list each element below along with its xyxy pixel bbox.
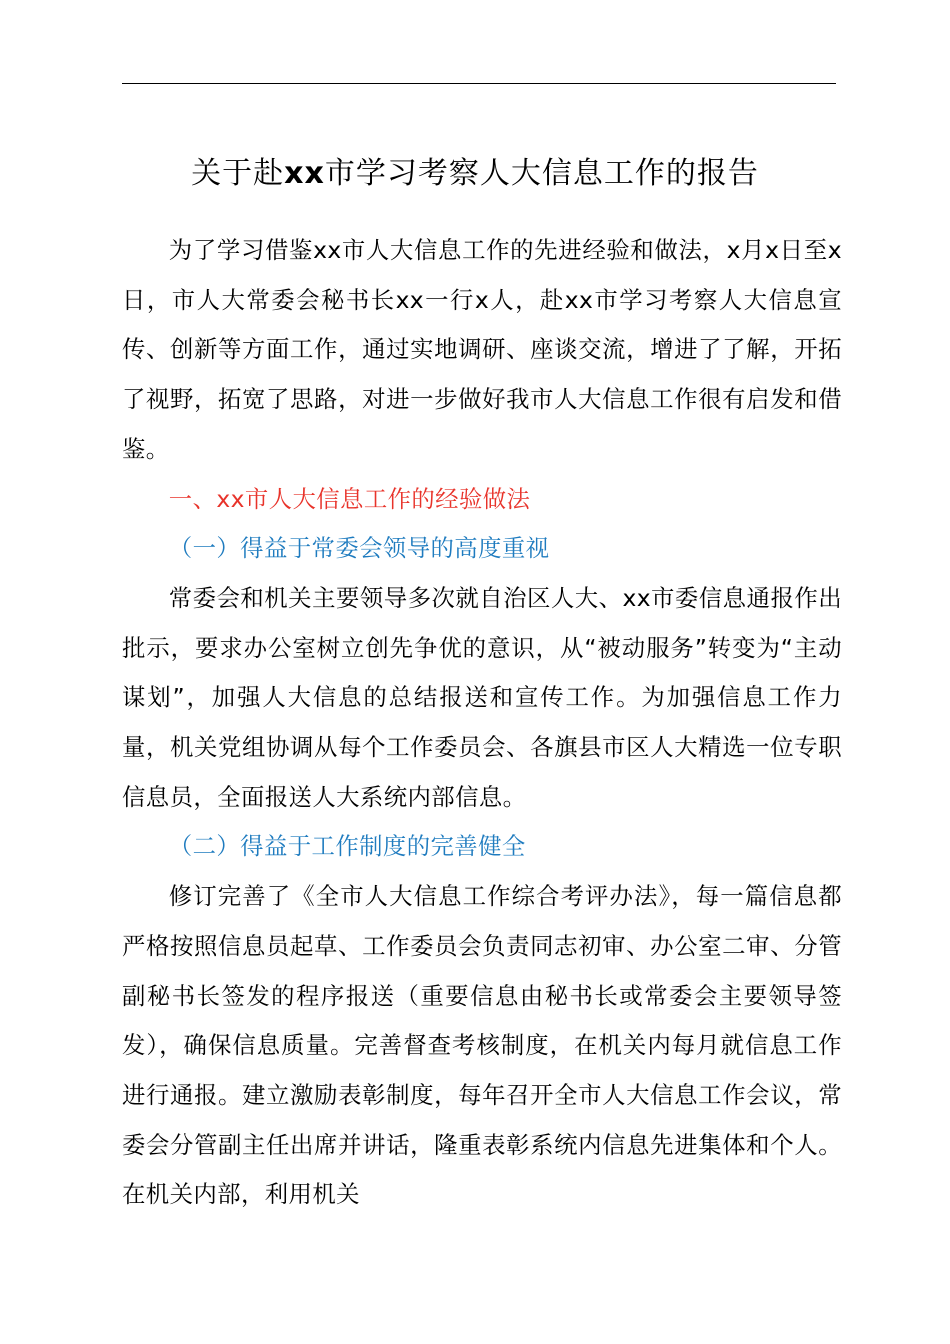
subsection-body-1: 常委会和机关主要领导多次就自治区人大、xx市委信息通报作出批示，要求办公室树立创先争优的意识，从“被动服务”转变为“主动谋划”，加强人大信息的总结报送和宣传工作。为加强信息工作力量，机关党组协调从每个工作委员会、各旗县市区人大精选一位专职信息员，全面报送人大系统内部信息。 (122, 583, 842, 811)
header-rule (122, 83, 836, 84)
document-title (0, 148, 950, 200)
title-prefix: 关于赴 (191, 156, 285, 191)
subsection-heading-2: （二）得益于工作制度的完善健全 (168, 832, 526, 861)
subsection-heading-1: （一）得益于常委会领导的高度重视 (168, 534, 550, 563)
document-body (122, 226, 842, 1220)
title-suffix: 市学习考察人大信息工作的报告 (324, 156, 759, 191)
subsection-body-2: 修订完善了《全市人大信息工作综合考评办法》，每一篇信息都严格按照信息员起草、工作委员会负责同志初审、办公室二审、分管副秘书长签发的程序报送（重要信息由秘书长或常委会主要领导签发），确保信息质量。完善督查考核制度，在机关内每月就信息工作进行通报。建立激励表彰制度，每年召开全市人大信息工作会议，常委会分管副主任出席并讲话，隆重表彰系统内信息先进集体和个人。在机关内部，利用机关 (122, 882, 842, 1209)
intro-paragraph: 为了学习借鉴xx市人大信息工作的先进经验和做法，x月x日至x日，市人大常委会秘书长xx一行x人，赴xx市学习考察人大信息宣传、创新等方面工作，通过实地调研、座谈交流，增进了了解，开拓了视野，拓宽了思路，对进一步做好我市人大信息工作很有启发和借鉴。 (122, 236, 842, 463)
section-heading: 一、xx市人大信息工作的经验做法 (168, 484, 531, 513)
title-bold: xx (284, 156, 325, 191)
